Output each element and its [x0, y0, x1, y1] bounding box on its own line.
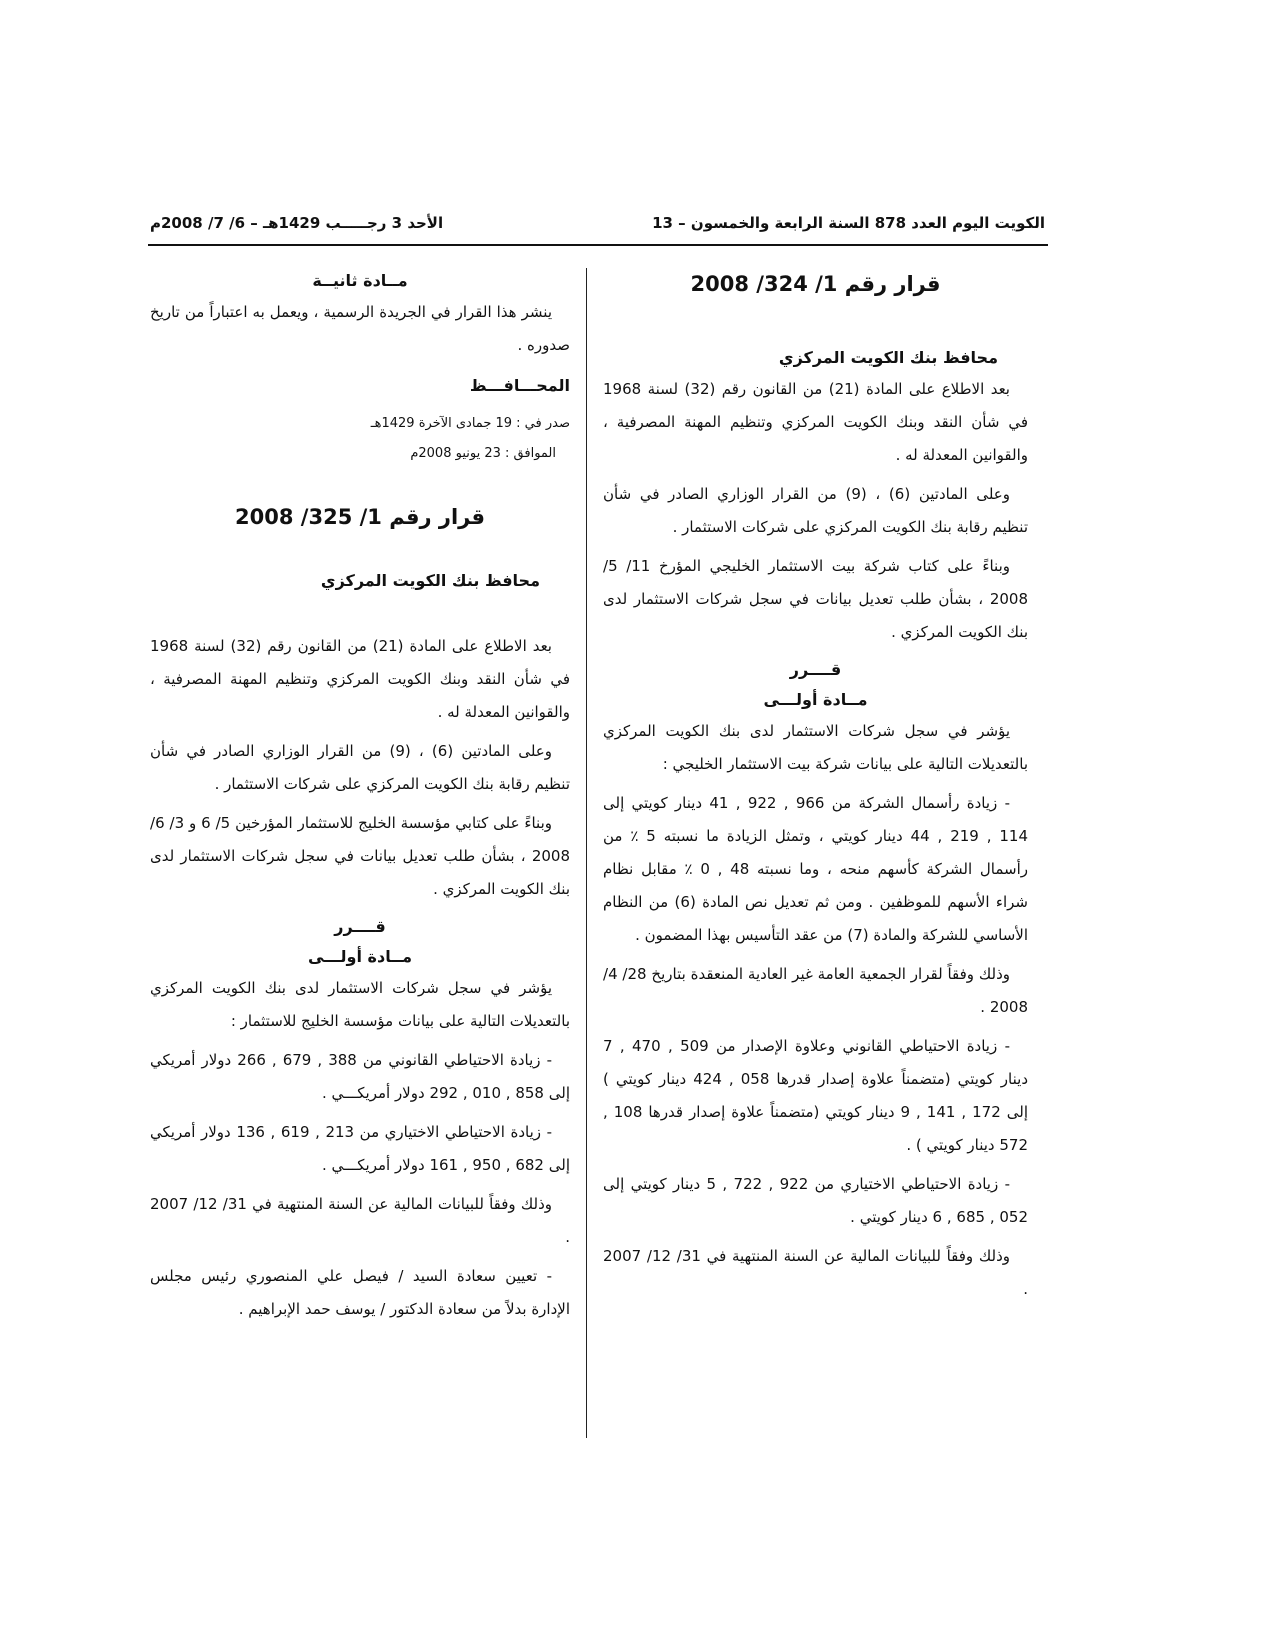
- decree-title-325: قرار رقم 1/ 325/ 2008: [235, 505, 485, 529]
- legal-reserve-item-2: - زيادة الاحتياطي القانوني من 388 , 679 , 266 دولار أمريكي إلى 858 , 010 , 292 دولار أمريكـــي .: [150, 1051, 570, 1102]
- capital-increase-item: - زيادة رأسمال الشركة من 966 , 922 , 41 دينار كويتي إلى 114 , 219 , 44 دينار كويتي ، وتمثل الزيادة ما نسبته 5 ٪ من رأسمال الشركة كأسهم منحه ، وما نسبته 48 , 0 ٪ مقابل نظام شراء الأسهم للموظفين . ومن ثم تعديل نص المادة (6) من النظام الأساسي للشركة والمادة (7) من عقد التأسيس بهذا المضمون .: [603, 794, 1029, 944]
- header-issue-info: الكويت اليوم العدد 878 السنة الرابعة والخمسون – 13: [652, 214, 1045, 232]
- governor-signature: المحـــافـــظ: [469, 376, 570, 395]
- decided-heading: قــــرر: [789, 660, 842, 679]
- preamble-company-letter: وبناءً على كتاب شركة بيت الاستثمار الخليجي المؤرخ 11/ 5/ 2008 ، بشأن طلب تعديل بيانات في سجل شركات الاستثمار لدى بنك الكويت المركزي .: [603, 557, 1028, 641]
- authority-heading-2: محافظ بنك الكويت المركزي: [320, 571, 540, 590]
- decided-heading-2: قــــرر: [334, 917, 386, 936]
- preamble-ministerial-decision-2: وعلى المادتين (6) ، (9) من القرار الوزاري الصادر في شأن تنظيم رقابة بنك الكويت المركزي على شركات الاستثمار .: [150, 742, 570, 793]
- corresponding-date: الموافق : 23 يونيو 2008م: [410, 446, 556, 461]
- issued-date: صدر في : 19 جمادى الآخرة 1429هـ: [370, 416, 570, 431]
- financial-statements-note-2: وذلك وفقاً للبيانات المالية عن السنة المنتهية في 31/ 12/ 2007 .: [150, 1195, 570, 1246]
- financial-statements-note: وذلك وفقاً للبيانات المالية عن السنة المنتهية في 31/ 12/ 2007 .: [603, 1247, 1028, 1298]
- preamble-company-letters: وبناءً على كتابي مؤسسة الخليج للاستثمار المؤرخين 5/ 6 و 3/ 6/ 2008 ، بشأن طلب تعديل بيانات في سجل شركات الاستثمار لدى بنك الكويت المركزي .: [150, 814, 570, 898]
- running-header: [150, 214, 1045, 240]
- preamble-law-reference: بعد الاطلاع على المادة (21) من القانون رقم (32) لسنة 1968 في شأن النقد وبنك الكويت المركزي وتنظيم المهنة المصرفية ، والقوانين المعدلة له .: [603, 380, 1028, 464]
- voluntary-reserve-item-2: - زيادة الاحتياطي الاختياري من 213 , 619 , 136 دولار أمريكي إلى 682 , 950 , 161 دولار أمريكـــي .: [150, 1123, 570, 1174]
- article-one-heading-2: مــادة أولـــى: [307, 947, 413, 966]
- general-assembly-note: وذلك وفقاً لقرار الجمعية العامة غير العادية المنعقدة بتاريخ 28/ 4/ 2008 .: [603, 965, 1028, 1016]
- chairman-appointment-item: - تعيين سعادة السيد / فيصل علي المنصوري رئيس مجلس الإدارة بدلاً من سعادة الدكتور / يوسف حمد الإبراهيم .: [150, 1267, 570, 1318]
- article-two-heading: مــادة ثانيــة: [312, 271, 408, 290]
- right-column: [603, 266, 1028, 1312]
- article-two-text: ينشر هذا القرار في الجريدة الرسمية ، ويعمل به اعتباراً من تاريخ صدوره .: [150, 303, 570, 354]
- authority-heading: محافظ بنك الكويت المركزي: [778, 348, 998, 367]
- article-one-heading: مــادة أولـــى: [763, 690, 868, 709]
- header-rule: [148, 244, 1048, 246]
- decree-title-324: قرار رقم 1/ 324/ 2008: [690, 272, 941, 296]
- article-one-intro-2: يؤشر في سجل شركات الاستثمار لدى بنك الكويت المركزي بالتعديلات التالية على بيانات مؤسسة الخليج للاستثمار :: [150, 979, 570, 1030]
- article-one-intro: يؤشر في سجل شركات الاستثمار لدى بنك الكويت المركزي بالتعديلات التالية على بيانات شركة بيت الاستثمار الخليجي :: [603, 722, 1028, 773]
- column-divider: [586, 268, 587, 1438]
- header-date: الأحد 3 رجـــــب 1429هـ – 6/ 7/ 2008م: [150, 214, 444, 232]
- preamble-law-reference-2: بعد الاطلاع على المادة (21) من القانون رقم (32) لسنة 1968 في شأن النقد وبنك الكويت المركزي وتنظيم المهنة المصرفية ، والقوانين المعدلة له .: [150, 637, 570, 721]
- preamble-ministerial-decision: وعلى المادتين (6) ، (9) من القرار الوزاري الصادر في شأن تنظيم رقابة بنك الكويت المركزي على شركات الاستثمار .: [603, 485, 1028, 536]
- legal-reserve-item: - زيادة الاحتياطي القانوني وعلاوة الإصدار من 509 , 470 , 7 دينار كويتي (متضمناً علاوة إصدار قدرها 058 , 424 دينار كويتي ) إلى 172 , 141 , 9 دينار كويتي (متضمناً علاوة إصدار قدرها 108 , 572 دينار كويتي ) .: [603, 1037, 1029, 1154]
- left-column: [150, 266, 570, 1332]
- voluntary-reserve-item: - زيادة الاحتياطي الاختياري من 922 , 722 , 5 دينار كويتي إلى 052 , 685 , 6 دينار كويتي .: [603, 1175, 1028, 1226]
